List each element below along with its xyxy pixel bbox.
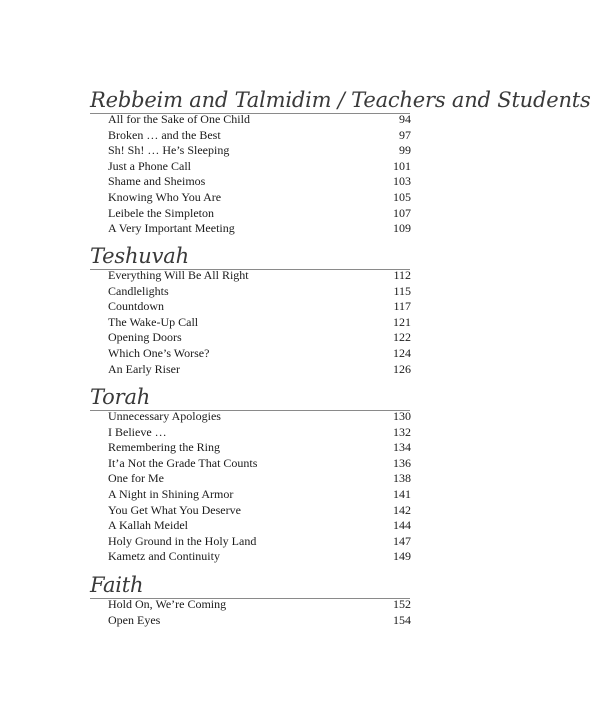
entry-page-number: 97 <box>399 127 411 142</box>
entry-page-number: 101 <box>393 158 411 173</box>
toc-entry[interactable] <box>108 613 411 629</box>
toc-entry[interactable] <box>108 190 411 206</box>
entry-page-number: 107 <box>393 205 411 220</box>
toc-entries <box>108 597 411 628</box>
entry-page-number: 99 <box>399 143 411 158</box>
entry-title: You Get What You Deserve <box>108 502 241 517</box>
entry-title: I Believe … <box>108 424 167 439</box>
entry-page-number: 121 <box>393 314 411 329</box>
entry-title: A Very Important Meeting <box>108 221 235 236</box>
entry-page-number: 132 <box>393 424 411 439</box>
toc-entry[interactable] <box>108 440 411 456</box>
toc-entry[interactable] <box>108 112 411 128</box>
entry-title: An Early Riser <box>108 361 180 376</box>
toc-entry[interactable] <box>108 174 411 190</box>
entry-page-number: 134 <box>393 440 411 455</box>
toc-entry[interactable] <box>108 534 411 550</box>
entry-page-number: 94 <box>399 112 411 126</box>
toc-entry[interactable] <box>108 128 411 144</box>
section-title: Rebbeim and Talmidim / Teachers and Students <box>90 88 591 112</box>
toc-entry[interactable] <box>108 206 411 222</box>
entry-title: Sh! Sh! … He’s Sleeping <box>108 143 230 158</box>
entry-title: Shame and Sheimos <box>108 174 206 189</box>
entry-page-number: 149 <box>393 549 411 564</box>
toc-entry[interactable] <box>108 221 411 237</box>
toc-entry[interactable] <box>108 330 411 346</box>
toc-entry[interactable] <box>108 299 411 315</box>
entry-title: Candlelights <box>108 283 169 298</box>
entry-title: One for Me <box>108 471 164 486</box>
entry-title: Which One’s Worse? <box>108 345 210 360</box>
toc-entry[interactable] <box>108 315 411 331</box>
toc-entry[interactable] <box>108 425 411 441</box>
section-title: Faith <box>90 573 144 597</box>
entry-title: Hold On, We’re Coming <box>108 597 227 611</box>
entry-page-number: 154 <box>393 612 411 627</box>
entry-page-number: 103 <box>393 174 411 189</box>
toc-entry[interactable] <box>108 518 411 534</box>
section-title: Torah <box>90 385 151 409</box>
toc-entries <box>108 112 411 237</box>
entry-page-number: 144 <box>393 518 411 533</box>
entry-title: Countdown <box>108 299 165 314</box>
toc-entry[interactable] <box>108 503 411 519</box>
entry-page-number: 122 <box>393 330 411 345</box>
toc-entry[interactable] <box>108 549 411 565</box>
entry-page-number: 138 <box>393 471 411 486</box>
toc-entry[interactable] <box>108 362 411 378</box>
section-title: Teshuvah <box>90 244 189 268</box>
entry-page-number: 126 <box>393 361 411 376</box>
entry-page-number: 136 <box>393 455 411 470</box>
entry-title: Broken … and the Best <box>108 127 221 142</box>
entry-page-number: 152 <box>393 597 411 611</box>
entry-title: It’a Not the Grade That Counts <box>108 455 258 470</box>
entry-title: Opening Doors <box>108 330 182 345</box>
entry-page-number: 117 <box>393 299 411 314</box>
toc-entry[interactable] <box>108 143 411 159</box>
entry-title: Holy Ground in the Holy Land <box>108 533 257 548</box>
entry-page-number: 109 <box>393 221 411 236</box>
entry-title: All for the Sake of One Child <box>108 112 250 126</box>
entry-title: A Night in Shining Armor <box>108 486 234 501</box>
entry-title: Everything Will Be All Right <box>108 268 249 282</box>
toc-entry[interactable] <box>108 346 411 362</box>
toc-entries <box>108 409 411 565</box>
entry-page-number: 141 <box>393 486 411 501</box>
entry-title: Just a Phone Call <box>108 158 191 173</box>
entry-title: A Kallah Meidel <box>108 518 188 533</box>
entry-page-number: 130 <box>393 409 411 423</box>
entry-page-number: 147 <box>393 533 411 548</box>
entry-title: Unnecessary Apologies <box>108 409 221 423</box>
toc-entry[interactable] <box>108 159 411 175</box>
toc-entry[interactable] <box>108 268 411 284</box>
entry-title: Knowing Who You Are <box>108 189 222 204</box>
entry-title: Kametz and Continuity <box>108 549 220 564</box>
entry-title: Open Eyes <box>108 612 161 627</box>
entry-title: Leibele the Simpleton <box>108 205 214 220</box>
entry-page-number: 105 <box>393 189 411 204</box>
entry-title: The Wake-Up Call <box>108 314 199 329</box>
toc-entry[interactable] <box>108 456 411 472</box>
toc-entries <box>108 268 411 377</box>
toc-entry[interactable] <box>108 471 411 487</box>
toc-entry[interactable] <box>108 597 411 613</box>
entry-title: Remembering the Ring <box>108 440 220 455</box>
entry-page-number: 142 <box>393 502 411 517</box>
toc-entry[interactable] <box>108 487 411 503</box>
entry-page-number: 115 <box>393 283 411 298</box>
toc-entry[interactable] <box>108 409 411 425</box>
toc-entry[interactable] <box>108 284 411 300</box>
entry-page-number: 112 <box>393 268 411 282</box>
entry-page-number: 124 <box>393 345 411 360</box>
